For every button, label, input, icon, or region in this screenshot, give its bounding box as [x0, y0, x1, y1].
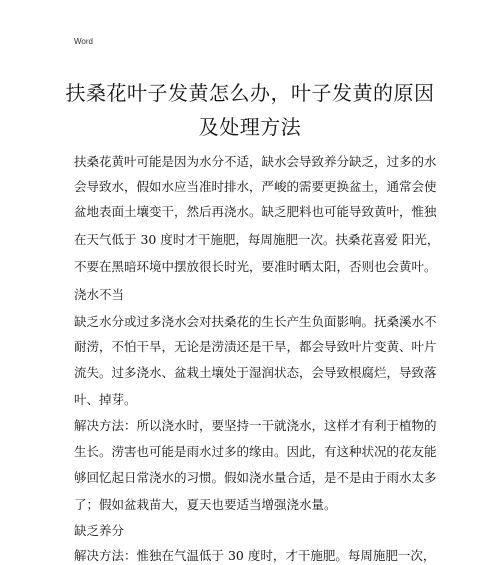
body-text-line: 在天气低于 30 度时才干施肥，每周施肥一次。扶桑花喜爱 阳光， [74, 232, 440, 247]
section-heading: 缺乏养分 [74, 523, 125, 538]
body-text-line: 盆地表面土壤变干，然后再浇水。缺乏肥料也可能导致黄叶，惟独 [74, 204, 437, 219]
body-text-line: 够回忆起日常浇水的习惯。假如浇水量合适，是不是由于雨水太多 [74, 470, 437, 485]
body-text-line: 了；假如盆栽苗大，夏天也要适当增强浇水量。 [74, 497, 337, 512]
body-text-line: 解决方法：所以浇水时，要坚持一干就浇水，这样才有利于植物的 [74, 418, 437, 433]
body-text-line: 不要在黑暗环境中摆放很长时光，要准时晒太阳，否则也会黄叶。 [74, 259, 437, 274]
body-text-line: 耐涝，不怕干旱，无论是涝渍还是干旱，都会导致叶片变黄、叶片 [74, 339, 437, 354]
body-text-line: 叶、掉芽。 [74, 392, 137, 407]
document-title-line-2: 及处理方法 [198, 115, 302, 139]
header-app-label: Word [74, 37, 93, 46]
body-text-line: 解决方法：惟独在气温低于 30 度时，才干施肥。每周施肥一次， [74, 548, 436, 563]
section-heading: 浇水不当 [74, 287, 125, 302]
body-text-line: 缺乏水分或过多浇水会对扶桑花的生长产生负面影响。抚桑溪水不 [74, 314, 437, 329]
body-text-line: 流失。过多浇水、盆栽土壤处于湿润状态，会导致根腐烂，导致落 [74, 365, 437, 380]
body-text-line: 会导致水，假如水应当准时排水，严峻的需要更换盆土，通常会使 [74, 179, 437, 194]
body-text-line: 扶桑花黄叶可能是因为水分不适，缺水会导致养分缺乏，过多的水 [74, 154, 437, 169]
document-title-line-1: 扶桑花叶子发黄怎么办，叶子发黄的原因 [65, 81, 435, 105]
body-text-line: 生长。涝害也可能是雨水过多的缘由。因此，有这种状况的花友能 [74, 444, 437, 459]
